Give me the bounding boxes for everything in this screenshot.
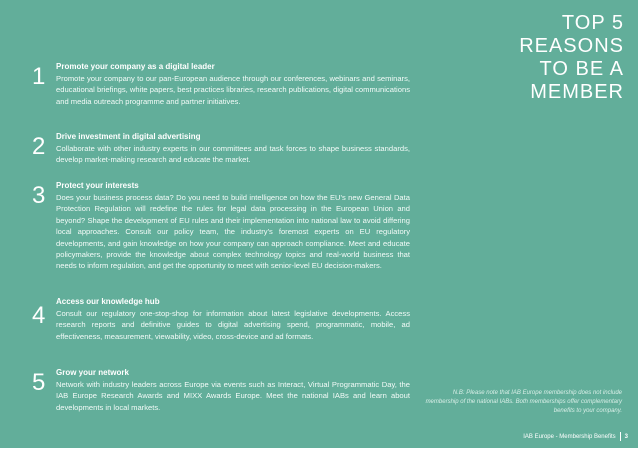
reason-body: Does your business process data? Do you need to build intelligence on how the EU's new General Data Protection Regulation will redefine the rules for legal data processing in the European Union and beyond? Shape the development of EU rules and their implementation into national law to avoid differing local approaches. Consult our policy team, the industry's foremost experts on EU regulatory developments, and gain knowledge on how your company can approach compliance. Meet and educate policymakers, provide the knowledge about complex technology topics and real-world business that needs to inform regulation, and get the opportunity to meet with senior-level EU decision-makers. [56,193,410,271]
reason-body: Network with industry leaders across Europe via events such as Interact, Virtual Programmatic Day, the IAB Europe Research Awards and MIXX Awards Europe. Meet the national IABs and learn about developments in local markets. [56,380,410,412]
page-footer [523,432,628,441]
title-line: TO BE A [539,58,624,80]
reason-body: Consult our regulatory one-stop-shop for information about latest legislative developments. Access research reports and definitive guides to digital advertising spend, programmatic, mobile, ad effectiveness, measurement, viewability, video, cross-device and ad formats. [56,309,410,341]
title-line: REASONS [519,35,624,57]
reason-number: 4 [32,302,46,329]
reason-title: Grow your network [56,368,129,377]
reason-title: Promote your company as a digital leader [56,62,215,71]
reason-number: 5 [32,369,46,396]
page-title [519,12,624,104]
reason-body: Collaborate with other industry experts in our committees and task forces to shape business standards, develop market-making research and educate the market. [56,144,410,165]
reason-title: Protect your interests [56,181,139,190]
membership-note: N.B: Please note that IAB Europe membership does not include membership of the national IABs. Both memberships offer complementary benefits to your company. [425,390,622,414]
reason-body: Promote your company to our pan-European audience through our conferences, webinars and seminars, educational briefings, white papers, best practices libraries, research publications, digital communications and media outreach programme and partner initiatives. [56,74,410,106]
footer-text: IAB Europe - Membership Benefits [523,433,616,440]
title-line: TOP 5 [561,12,624,34]
reason-title: Access our knowledge hub [56,297,160,306]
reason-number: 2 [32,133,46,160]
page-number: 3 [624,433,628,440]
title-line: MEMBER [530,81,624,103]
reason-number: 3 [32,182,46,209]
reason-number: 1 [32,63,46,90]
footer-divider [620,432,621,441]
reason-title: Drive investment in digital advertising [56,132,201,141]
